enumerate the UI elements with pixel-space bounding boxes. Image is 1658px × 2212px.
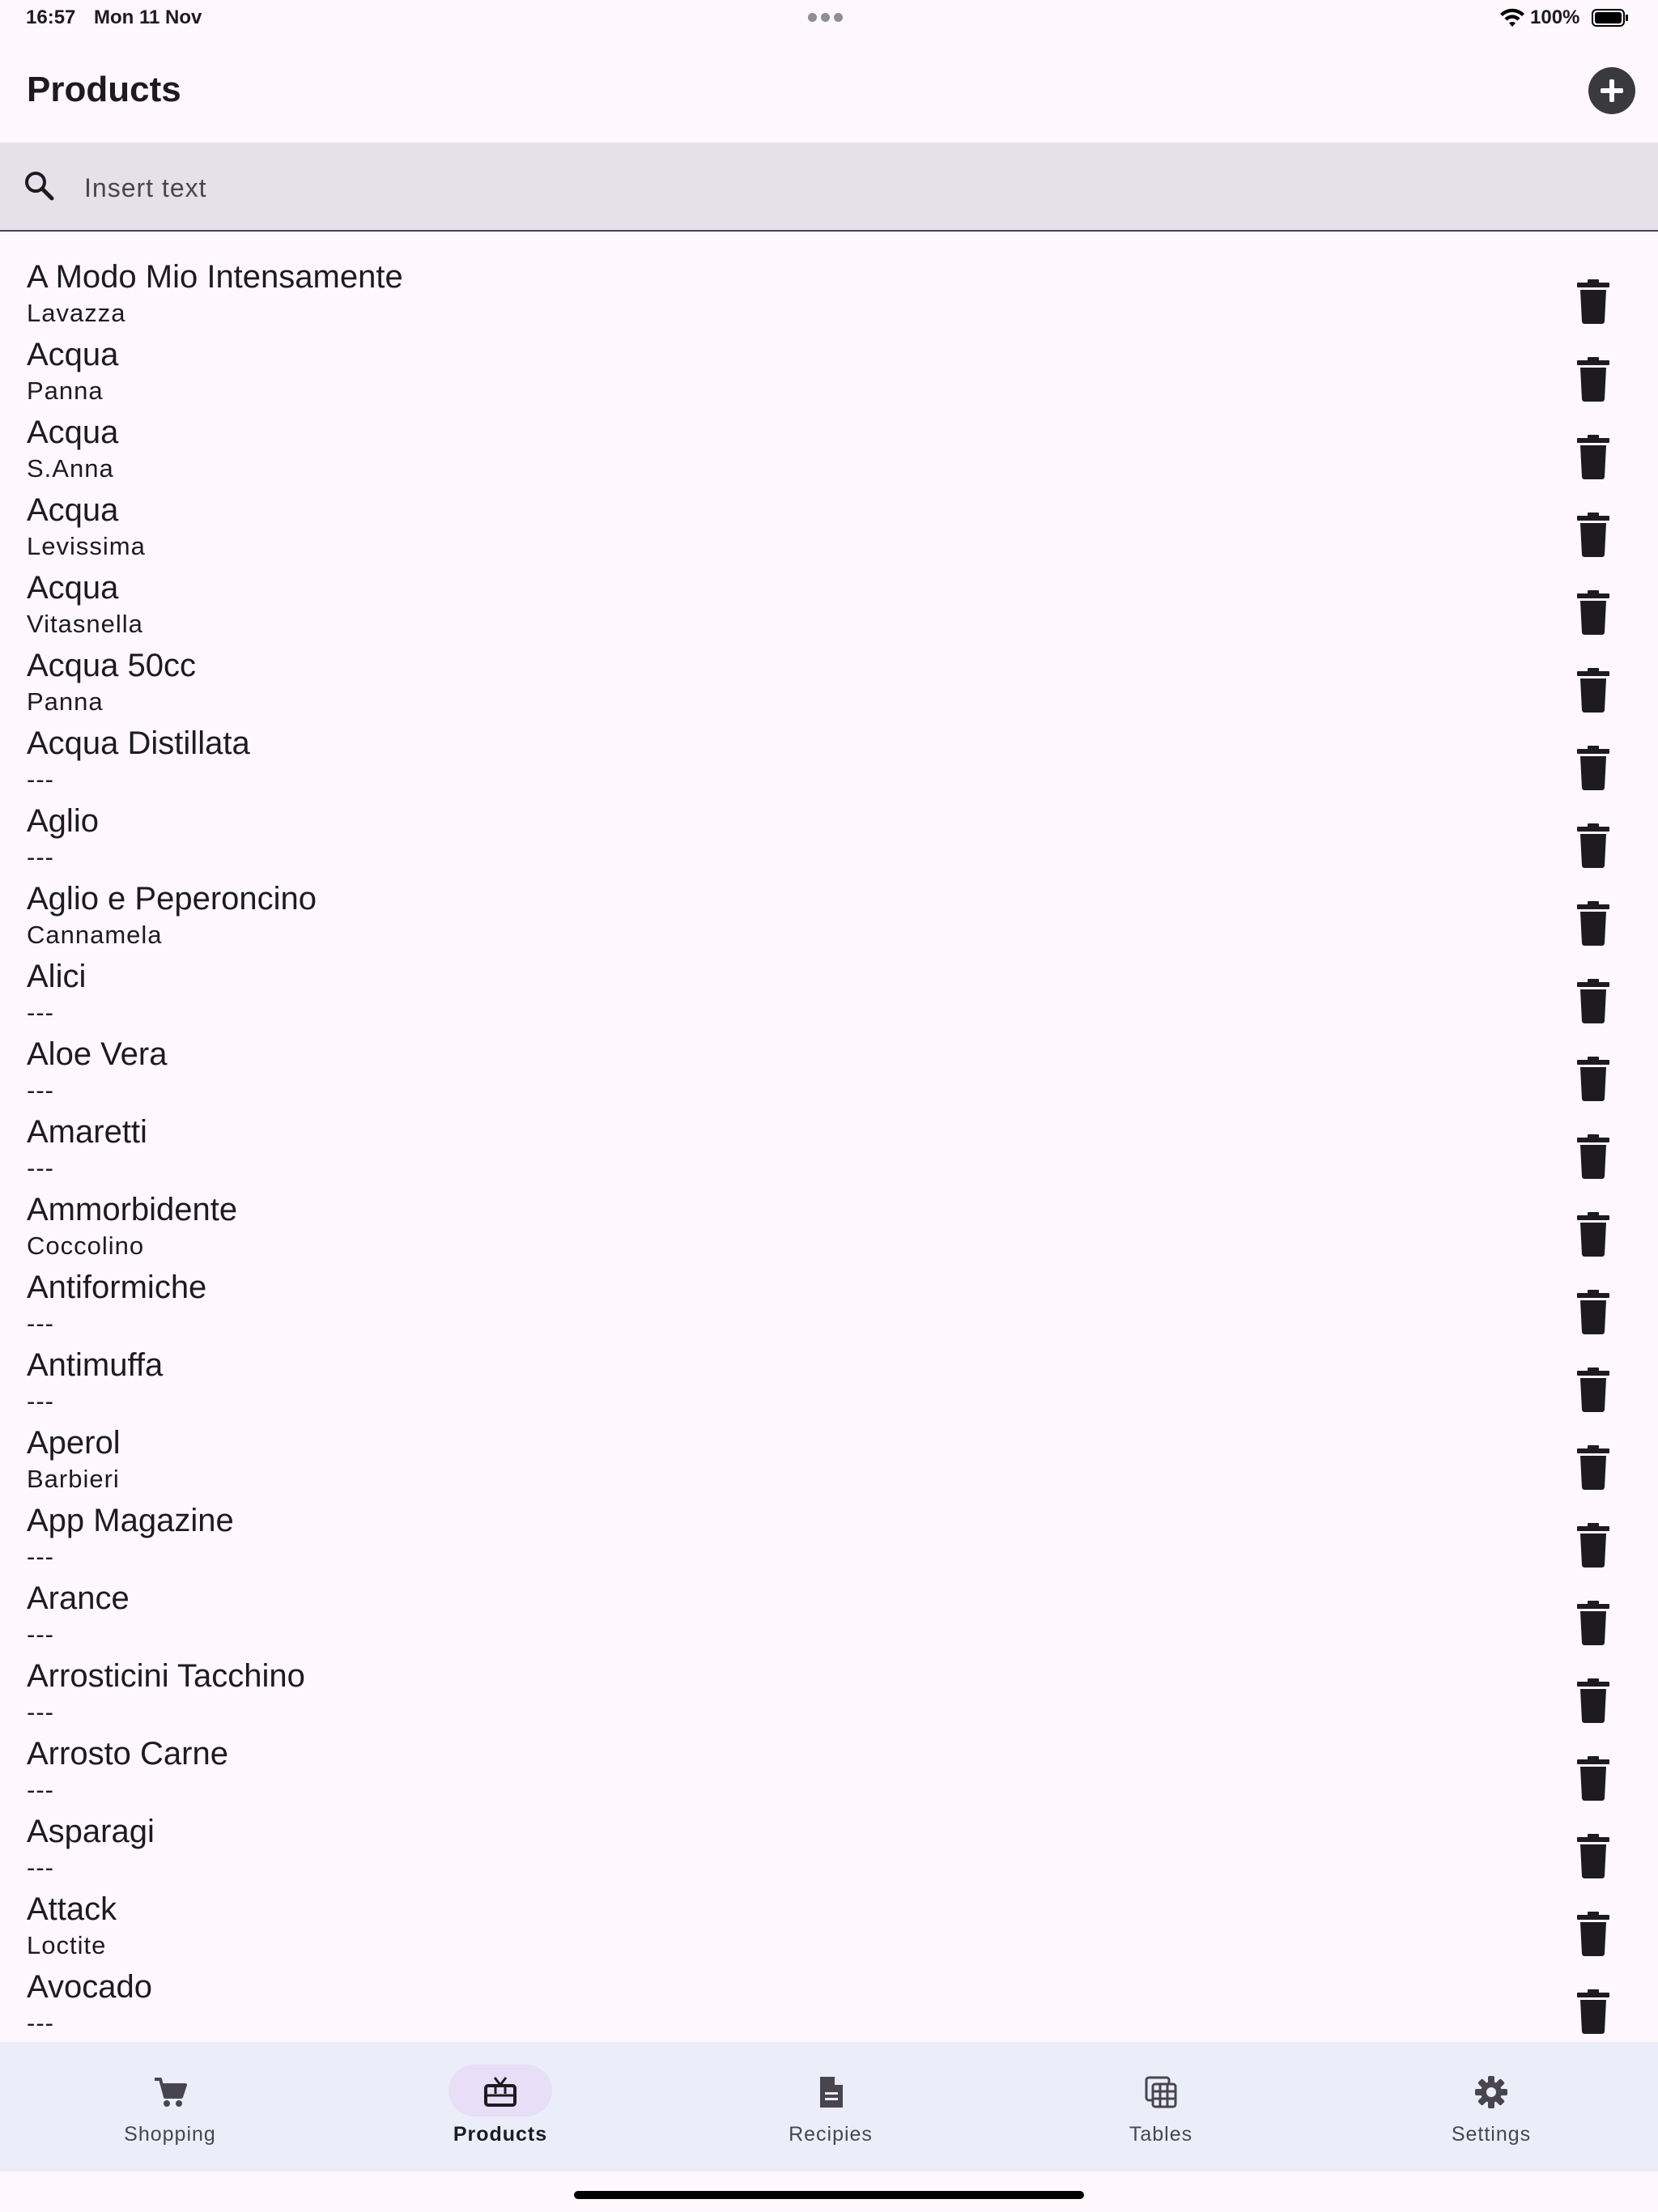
delete-product-button[interactable] <box>1571 1520 1616 1568</box>
product-name: Aloe Vera <box>27 1036 168 1072</box>
trash-icon <box>1571 1597 1616 1646</box>
delete-product-button[interactable] <box>1571 354 1616 402</box>
trash-icon <box>1571 1831 1616 1879</box>
trash-icon <box>1571 1908 1616 1957</box>
trash-icon <box>1571 1675 1616 1724</box>
nav-label: Shopping <box>124 2123 216 2146</box>
product-name: Acqua <box>27 415 119 450</box>
trash-icon <box>1571 587 1616 636</box>
trash-icon <box>1571 665 1616 713</box>
delete-product-button[interactable] <box>1571 820 1616 869</box>
product-list-item[interactable] <box>0 1806 1658 1883</box>
trash-icon <box>1571 976 1616 1024</box>
product-list-item[interactable] <box>0 1728 1658 1806</box>
delete-product-button[interactable] <box>1571 509 1616 558</box>
product-brand: --- <box>27 998 54 1027</box>
delete-product-button[interactable] <box>1571 276 1616 325</box>
product-brand: Coccolino <box>27 1231 145 1260</box>
nav-tables[interactable] <box>996 2042 1326 2172</box>
product-name: A Modo Mio Intensamente <box>27 259 403 295</box>
nav-products[interactable] <box>335 2042 665 2172</box>
trash-icon <box>1571 1287 1616 1335</box>
home-indicator[interactable] <box>574 2191 1084 2199</box>
product-list-item[interactable] <box>0 717 1658 795</box>
product-list-item[interactable] <box>0 406 1658 484</box>
product-list-item[interactable] <box>0 1650 1658 1728</box>
trash-icon <box>1571 432 1616 480</box>
product-list-item[interactable] <box>0 1184 1658 1261</box>
product-brand: --- <box>27 1542 54 1571</box>
product-brand: Cannamela <box>27 921 163 949</box>
trash-icon <box>1571 1986 1616 2035</box>
product-list <box>0 251 1658 2042</box>
product-list-item[interactable] <box>0 562 1658 640</box>
delete-product-button[interactable] <box>1571 665 1616 713</box>
product-brand: Panna <box>27 376 104 405</box>
product-name: Aglio <box>27 803 99 839</box>
trash-icon <box>1571 276 1616 325</box>
product-brand: Lavazza <box>27 299 126 327</box>
product-list-item[interactable] <box>0 1339 1658 1417</box>
product-brand: --- <box>27 765 54 793</box>
product-name: Acqua <box>27 337 119 372</box>
product-brand: --- <box>27 1309 54 1338</box>
product-brand: Vitasnella <box>27 610 143 638</box>
bottom-navigation <box>0 2042 1658 2172</box>
product-list-item[interactable] <box>0 1883 1658 1961</box>
delete-product-button[interactable] <box>1571 1597 1616 1646</box>
status-bar <box>0 0 1658 37</box>
product-list-item[interactable] <box>0 1417 1658 1495</box>
product-brand: Panna <box>27 687 104 716</box>
delete-product-button[interactable] <box>1571 742 1616 791</box>
trash-icon <box>1571 1209 1616 1257</box>
trash-icon <box>1571 742 1616 791</box>
add-product-button[interactable] <box>1588 67 1635 114</box>
product-brand: Loctite <box>27 1931 107 1959</box>
product-list-item[interactable] <box>0 1572 1658 1650</box>
status-date: Mon 11 Nov <box>94 6 202 28</box>
product-list-item[interactable] <box>0 795 1658 873</box>
product-brand: --- <box>27 1620 54 1648</box>
delete-product-button[interactable] <box>1571 587 1616 636</box>
product-name: Acqua Distillata <box>27 725 250 761</box>
status-time: 16:57 <box>26 6 76 28</box>
product-name: Acqua <box>27 570 119 606</box>
delete-product-button[interactable] <box>1571 1442 1616 1491</box>
trash-icon <box>1571 1753 1616 1802</box>
delete-product-button[interactable] <box>1571 898 1616 946</box>
product-list-item[interactable] <box>0 951 1658 1028</box>
delete-product-button[interactable] <box>1571 1908 1616 1957</box>
product-list-item[interactable] <box>0 1495 1658 1572</box>
product-brand: Barbieri <box>27 1465 120 1493</box>
trash-icon <box>1571 354 1616 402</box>
search-icon <box>23 169 55 202</box>
product-name: Ammorbidente <box>27 1192 238 1227</box>
trash-icon <box>1571 1520 1616 1568</box>
nav-label: Recipies <box>789 2123 873 2146</box>
product-brand: --- <box>27 2009 54 2037</box>
product-list-item[interactable] <box>0 329 1658 406</box>
product-name: Aglio e Peperoncino <box>27 881 317 917</box>
product-brand: --- <box>27 1698 54 1726</box>
trash-icon <box>1571 1131 1616 1180</box>
product-brand: S.Anna <box>27 454 114 483</box>
product-name: Alici <box>27 959 87 994</box>
product-name: Avocado <box>27 1969 152 2005</box>
trash-icon <box>1571 820 1616 869</box>
product-brand: --- <box>27 843 54 871</box>
product-brand: --- <box>27 1853 54 1882</box>
product-brand: --- <box>27 1076 54 1104</box>
product-name: Asparagi <box>27 1814 155 1849</box>
nav-settings[interactable] <box>1326 2042 1656 2172</box>
product-list-item[interactable] <box>0 1106 1658 1184</box>
delete-product-button[interactable] <box>1571 1287 1616 1335</box>
cart-icon <box>152 2074 188 2110</box>
trash-icon <box>1571 1053 1616 1102</box>
product-list-item[interactable] <box>0 484 1658 562</box>
plus-circle-icon <box>1588 67 1635 114</box>
delete-product-button[interactable] <box>1571 1364 1616 1413</box>
delete-product-button[interactable] <box>1571 976 1616 1024</box>
delete-product-button[interactable] <box>1571 432 1616 480</box>
product-list-item[interactable] <box>0 1261 1658 1339</box>
search-input[interactable] <box>83 164 1608 211</box>
delete-product-button[interactable] <box>1571 1753 1616 1802</box>
delete-product-button[interactable] <box>1571 1986 1616 2035</box>
product-name: App Magazine <box>27 1503 234 1538</box>
multitasking-dots-icon[interactable] <box>808 11 850 28</box>
nav-recipies[interactable] <box>665 2042 996 2172</box>
app-bar <box>0 37 1658 143</box>
wifi-icon <box>1499 7 1525 28</box>
product-brand: --- <box>27 1154 54 1182</box>
nav-label: Tables <box>1129 2123 1193 2146</box>
product-list-item[interactable] <box>0 640 1658 717</box>
product-brand: --- <box>27 1776 54 1804</box>
nav-label: Products <box>453 2123 548 2146</box>
product-list-item[interactable] <box>0 251 1658 329</box>
product-name: Arance <box>27 1580 130 1616</box>
products-icon <box>483 2074 518 2110</box>
nav-shopping[interactable] <box>5 2042 335 2172</box>
product-name: Amaretti <box>27 1114 147 1150</box>
delete-product-button[interactable] <box>1571 1675 1616 1724</box>
product-name: Attack <box>27 1891 117 1927</box>
product-list-item[interactable] <box>0 873 1658 951</box>
product-name: Arrosticini Tacchino <box>27 1658 305 1694</box>
product-list-item[interactable] <box>0 1961 1658 2039</box>
trash-icon <box>1571 509 1616 558</box>
product-name: Acqua <box>27 492 119 528</box>
product-name: Aperol <box>27 1425 121 1461</box>
trash-icon <box>1571 1364 1616 1413</box>
battery-icon <box>1592 8 1629 28</box>
nav-label: Settings <box>1451 2123 1532 2146</box>
product-name: Antiformiche <box>27 1270 207 1305</box>
product-name: Arrosto Carne <box>27 1736 228 1772</box>
delete-product-button[interactable] <box>1571 1053 1616 1102</box>
trash-icon <box>1571 898 1616 946</box>
product-name: Antimuffa <box>27 1347 164 1383</box>
delete-product-button[interactable] <box>1571 1209 1616 1257</box>
delete-product-button[interactable] <box>1571 1831 1616 1879</box>
product-brand: --- <box>27 1387 54 1415</box>
search-bar[interactable] <box>0 143 1658 232</box>
page-title: Products <box>27 70 181 109</box>
trash-icon <box>1571 1442 1616 1491</box>
product-list-item[interactable] <box>0 1028 1658 1106</box>
table-icon <box>1143 2074 1179 2110</box>
product-name: Acqua 50cc <box>27 648 197 683</box>
document-icon <box>813 2074 848 2110</box>
battery-percentage: 100% <box>1530 6 1580 28</box>
delete-product-button[interactable] <box>1571 1131 1616 1180</box>
product-brand: Levissima <box>27 532 146 560</box>
gear-icon <box>1473 2074 1509 2110</box>
